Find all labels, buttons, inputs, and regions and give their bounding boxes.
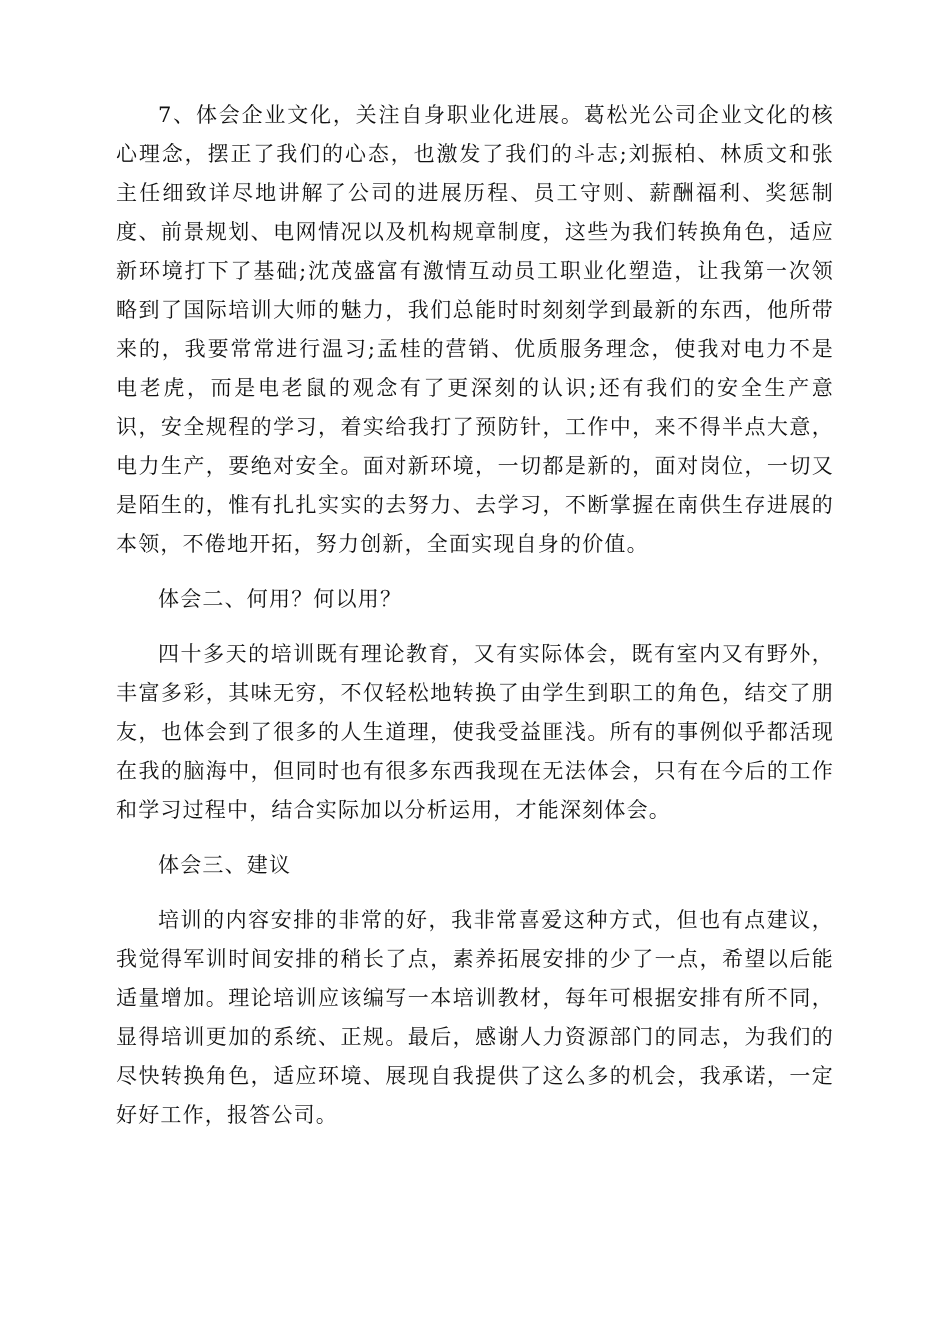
- paragraph-company-culture: 7、体会企业文化，关注自身职业化进展。葛松光公司企业文化的核心理念，摆正了我们的心态，也激发了我们的斗志;刘振柏、林质文和张主任细致详尽地讲解了公司的进展历程、员工守则、薪酬福利、奖惩制度、前景规划、电网情况以及机构规章制度，这些为我们转换角色，适应新环境打下了基础;沈茂盛富有激情互动员工职业化塑造，让我第一次领略到了国际培训大师的魅力，我们总能时时刻刻学到最新的东西，他所带来的，我要常常进行温习;孟桂的营销、优质服务理念，使我对电力不是电老虎，而是电老鼠的观念有了更深刻的认识;还有我们的安全生产意识，安全规程的学习，着实给我打了预防针，工作中，来不得半点大意，电力生产，要绝对安全。面对新环境，一切都是新的，面对岗位，一切又是陌生的，惟有扎扎实实的去努力、去学习，不断掌握在南供生存进展的本领，不倦地开拓，努力创新，全面实现自身的价值。: [116, 103, 834, 556]
- section-heading-suggestions: 体会三、建议: [158, 853, 292, 877]
- document-page: [116, 96, 834, 1151]
- section-heading-usage: 体会二、何用？何以用？: [158, 587, 403, 611]
- paragraph-suggestions: 培训的内容安排的非常的好，我非常喜爱这种方式，但也有点建议，我觉得军训时间安排的稍长了点，素养拓展安排的少了一点，希望以后能适量增加。理论培训应该编写一本培训教材，每年可根据安排有所不同，显得培训更加的系统、正规。最后，感谢人力资源部门的同志，为我们的尽快转换角色，适应环境、展现自我提供了这么多的机会，我承诺，一定好好工作，报答公司。: [116, 908, 834, 1127]
- paragraph-training-reflection: 四十多天的培训既有理论教育，又有实际体会，既有室内又有野外，丰富多彩，其味无穷，不仅轻松地转换了由学生到职工的角色，结交了朋友，也体会到了很多的人生道理，使我受益匪浅。所有的事例似乎都活现在我的脑海中，但同时也有很多东西我现在无法体会，只有在今后的工作和学习过程中，结合实际加以分析运用，才能深刻体会。: [116, 642, 834, 822]
